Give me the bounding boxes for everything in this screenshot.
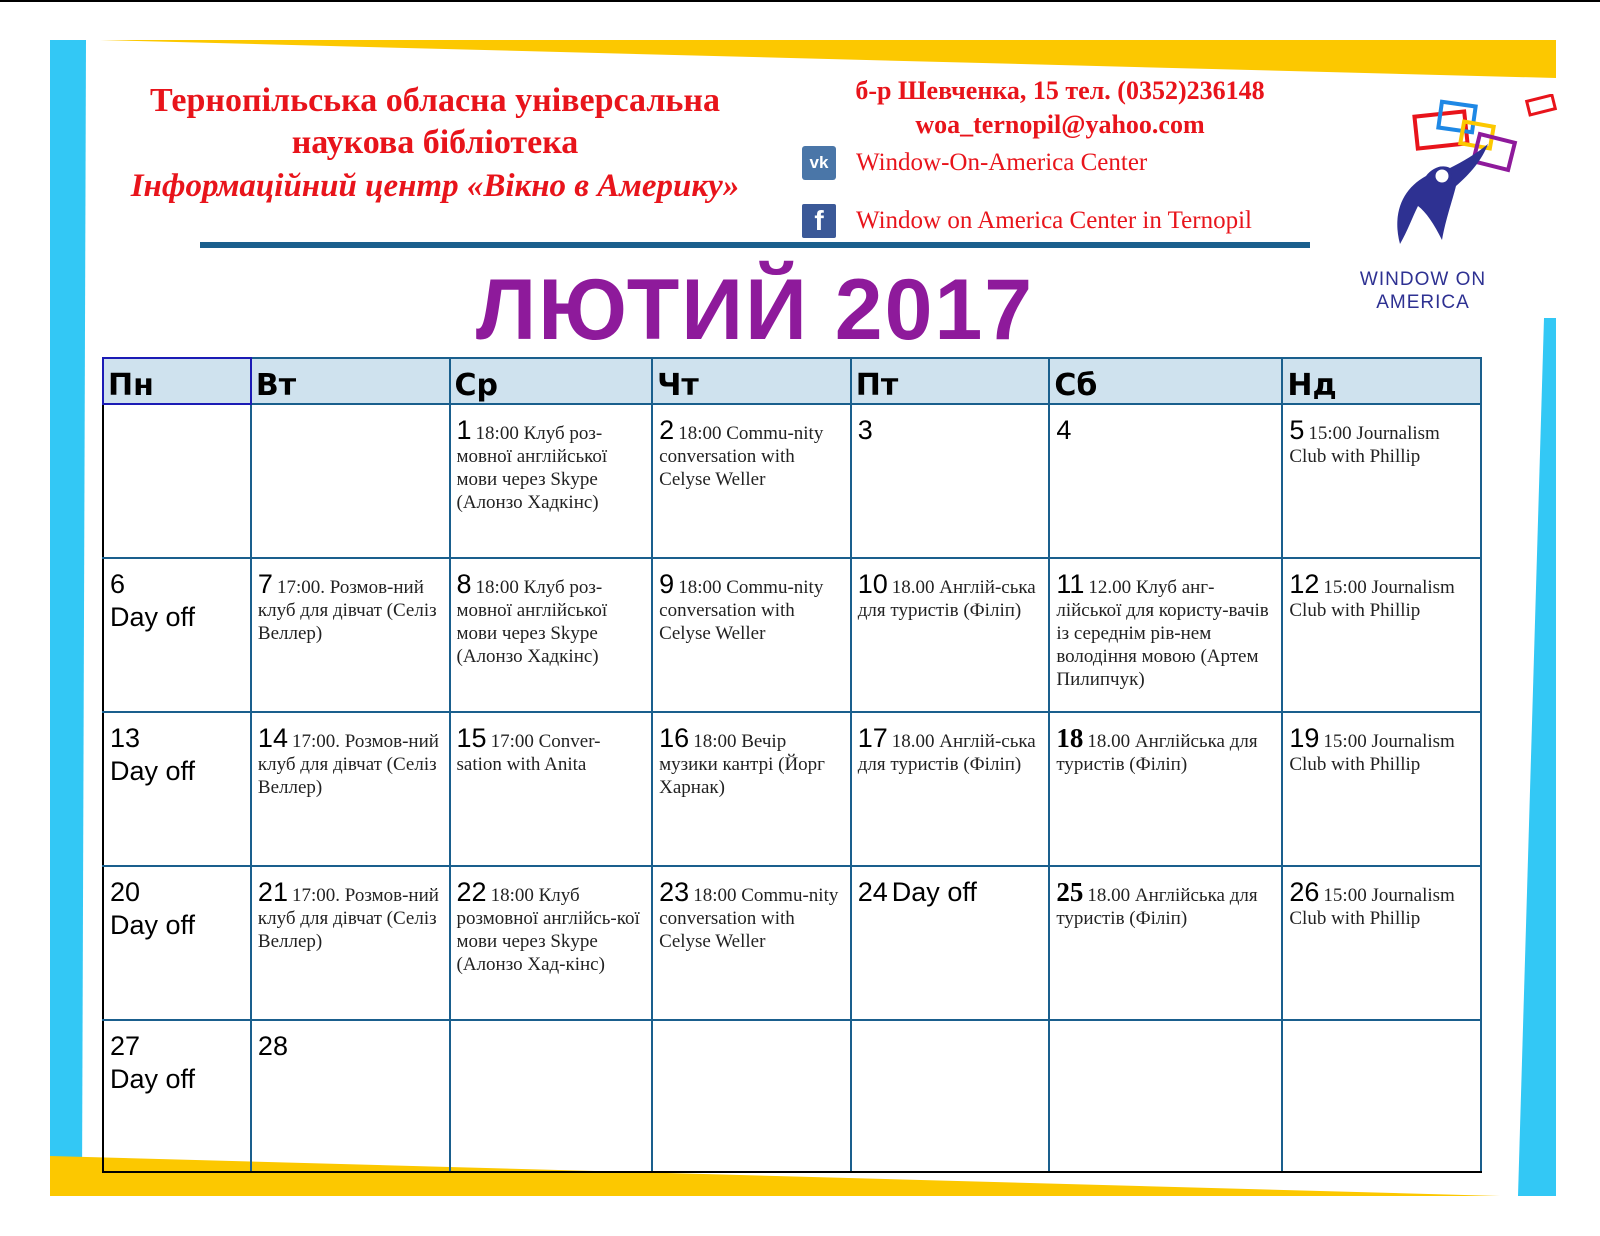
- event-text: 18:00 Commu-nity conversation with Celyse Weller: [659, 577, 824, 644]
- calendar-week-row: [103, 558, 1481, 712]
- day-number: 16: [659, 723, 690, 753]
- calendar-day-cell: [1049, 1020, 1282, 1172]
- calendar-day-cell[interactable]: [1282, 404, 1481, 558]
- event-text: 18.00 Англій-ська для туристів (Філіп): [857, 577, 1036, 621]
- calendar-week-row: [103, 1020, 1481, 1172]
- calendar-day-cell[interactable]: [251, 558, 450, 712]
- calendar-day-cell[interactable]: [851, 558, 1050, 712]
- calendar-day-cell[interactable]: [251, 1020, 450, 1172]
- day-number: 9: [659, 569, 675, 599]
- day-off-label: Day off: [110, 910, 196, 940]
- event-text: 18:00 Клуб роз-мовної англійської мови через Skype (Алонзо Хадкінс): [456, 423, 608, 513]
- weekday-header-row: [103, 358, 1481, 404]
- day-number: 22: [456, 877, 487, 907]
- calendar-day-cell: [1282, 1020, 1481, 1172]
- event-text: 15:00 Journalism Club with Phillip: [1289, 731, 1455, 775]
- day-number: 7: [257, 569, 273, 599]
- event-text: 17:00. Розмов-ний клуб для дівчат (Селіз Веллер): [257, 731, 439, 798]
- calendar-day-cell[interactable]: [103, 866, 251, 1020]
- calendar-day-cell[interactable]: [1049, 712, 1282, 866]
- vk-link-text[interactable]: Window-On-America Center: [856, 149, 1148, 176]
- weekday-header: Пн: [103, 358, 251, 404]
- calendar-day-cell: [450, 1020, 653, 1172]
- calendar-day-cell[interactable]: [251, 866, 450, 1020]
- facebook-link[interactable]: [802, 204, 1252, 238]
- calendar-day-cell[interactable]: [103, 1020, 251, 1172]
- calendar-day-cell[interactable]: [103, 712, 251, 866]
- event-text: 18:00 Commu-nity conversation with Celyse Weller: [659, 885, 839, 952]
- day-number: 15: [456, 723, 487, 753]
- day-number: 17: [857, 723, 888, 753]
- day-number: 3: [857, 415, 873, 445]
- top-yellow-stripe: [100, 40, 1556, 78]
- event-text: 12.00 Клуб анг-лійської для користу-вачів із середнім рів-нем володіння мовою (Артем Пилипчук): [1056, 577, 1269, 690]
- event-text: 18.00 Англійська для туристів (Філіп): [1056, 731, 1258, 775]
- day-number: 23: [659, 877, 690, 907]
- calendar-day-cell: [652, 1020, 851, 1172]
- day-number: 12: [1289, 569, 1320, 599]
- calendar-day-cell: [103, 404, 251, 558]
- calendar-day-cell[interactable]: [652, 404, 851, 558]
- day-number: 18: [1056, 723, 1084, 753]
- day-off-label: Day off: [110, 1064, 196, 1094]
- day-number: 1: [456, 415, 472, 445]
- calendar-day-cell[interactable]: [652, 712, 851, 866]
- calendar-week-row: [103, 712, 1481, 866]
- event-text: 18:00 Клуб роз-мовної англійської мови через Skype (Алонзо Хадкінс): [456, 577, 608, 667]
- calendar-day-cell[interactable]: [103, 558, 251, 712]
- event-text: 17:00 Conver-sation with Anita: [456, 731, 601, 775]
- day-number: 13: [110, 723, 141, 753]
- calendar-day-cell[interactable]: [251, 712, 450, 866]
- calendar-day-cell: [251, 404, 450, 558]
- weekday-header: Сб: [1049, 358, 1282, 404]
- calendar-day-cell[interactable]: [1049, 558, 1282, 712]
- logo-figure: [1397, 144, 1488, 244]
- logo-square-blue: [1438, 102, 1475, 132]
- day-number: 11: [1056, 569, 1085, 599]
- calendar-day-cell[interactable]: [1282, 558, 1481, 712]
- day-off-label: Day off: [891, 877, 977, 907]
- day-number: 10: [857, 569, 888, 599]
- calendar-day-cell[interactable]: [450, 404, 653, 558]
- weekday-header: Чт: [652, 358, 851, 404]
- day-number: 21: [257, 877, 288, 907]
- weekday-header: Ср: [450, 358, 653, 404]
- address-phone: б-р Шевченка, 15 тел. (0352)236148: [855, 76, 1265, 105]
- weekday-header: Пт: [851, 358, 1050, 404]
- facebook-icon: f: [802, 204, 836, 238]
- library-name-line2: наукова бібліотека: [291, 124, 579, 161]
- calendar-grid: [102, 357, 1482, 1173]
- header-divider: [200, 242, 1310, 248]
- day-number: 6: [110, 569, 126, 599]
- center-name: Інформаційний центр «Вікно в Америку»: [130, 168, 740, 204]
- calendar-day-cell[interactable]: [450, 866, 653, 1020]
- day-number: 25: [1056, 877, 1084, 907]
- day-number: 24: [857, 877, 888, 907]
- event-text: 18.00 Англій-ська для туристів (Філіп): [857, 731, 1036, 775]
- calendar-day-cell[interactable]: [851, 404, 1050, 558]
- calendar-day-cell[interactable]: [1282, 866, 1481, 1020]
- event-text: 17:00. Розмов-ний клуб для дівчат (Селіз Веллер): [257, 577, 437, 644]
- logo-square-small-red: [1527, 95, 1556, 115]
- left-cyan-stripe: [50, 40, 86, 1190]
- calendar-day-cell[interactable]: [450, 558, 653, 712]
- day-off-label: Day off: [110, 602, 196, 632]
- vk-icon: vk: [802, 146, 836, 180]
- calendar-day-cell: [851, 1020, 1050, 1172]
- email-address[interactable]: woa_ternopil@yahoo.com: [915, 110, 1205, 139]
- logo-caption-line1: WINDOW ON: [1359, 269, 1487, 290]
- event-text: 15:00 Journalism Club with Phillip: [1289, 577, 1455, 621]
- event-text: 15:00 Journalism Club with Phillip: [1289, 885, 1455, 929]
- weekday-header: Нд: [1282, 358, 1481, 404]
- event-text: 17:00. Розмов-ний клуб для дівчат (Селіз Веллер): [257, 885, 439, 952]
- day-number: 28: [257, 1031, 288, 1061]
- day-number: 20: [110, 877, 141, 907]
- day-off-label: Day off: [110, 756, 196, 786]
- event-text: 18:00 Вечір музики кантрі (Йорг Харнак): [659, 731, 825, 798]
- day-number: 5: [1289, 415, 1305, 445]
- weekday-header: Вт: [251, 358, 450, 404]
- calendar-day-cell[interactable]: [652, 558, 851, 712]
- calendar-day-cell[interactable]: [1049, 866, 1282, 1020]
- event-text: 18.00 Англійська для туристів (Філіп): [1056, 885, 1258, 929]
- day-number: 4: [1056, 415, 1072, 445]
- calendar-day-cell[interactable]: [851, 866, 1050, 1020]
- calendar-day-cell[interactable]: [1282, 712, 1481, 866]
- calendar-week-row: [103, 866, 1481, 1020]
- logo-figure-head: [1434, 168, 1450, 184]
- day-number: 14: [257, 723, 288, 753]
- logo-caption-line2: AMERICA: [1376, 292, 1470, 313]
- event-text: 18:00 Commu-nity conversation with Celyse Weller: [659, 423, 824, 490]
- calendar-day-cell[interactable]: [450, 712, 653, 866]
- event-text: 15:00 Journalism Club with Phillip: [1289, 423, 1440, 467]
- right-cyan-stripe: [1518, 318, 1556, 1196]
- vk-link[interactable]: [802, 146, 1147, 180]
- calendar-day-cell[interactable]: [851, 712, 1050, 866]
- event-text: 18:00 Клуб розмовної англійсь-кої мови через Skype (Алонзо Хад-кінс): [456, 885, 640, 975]
- day-number: 2: [659, 415, 675, 445]
- library-name-line1: Тернопільська обласна універсальна: [150, 82, 720, 119]
- library-title: [90, 80, 780, 208]
- calendar-day-cell[interactable]: [1049, 404, 1282, 558]
- month-title: ЛЮТИЙ 2017: [475, 262, 1035, 358]
- day-number: 27: [110, 1031, 141, 1061]
- day-number: 8: [456, 569, 472, 599]
- calendar-week-row: [103, 404, 1481, 558]
- calendar-day-cell[interactable]: [652, 866, 851, 1020]
- day-number: 19: [1289, 723, 1320, 753]
- day-number: 26: [1289, 877, 1320, 907]
- calendar-body: [103, 404, 1481, 1172]
- facebook-link-text[interactable]: Window on America Center in Ternopil: [856, 207, 1252, 234]
